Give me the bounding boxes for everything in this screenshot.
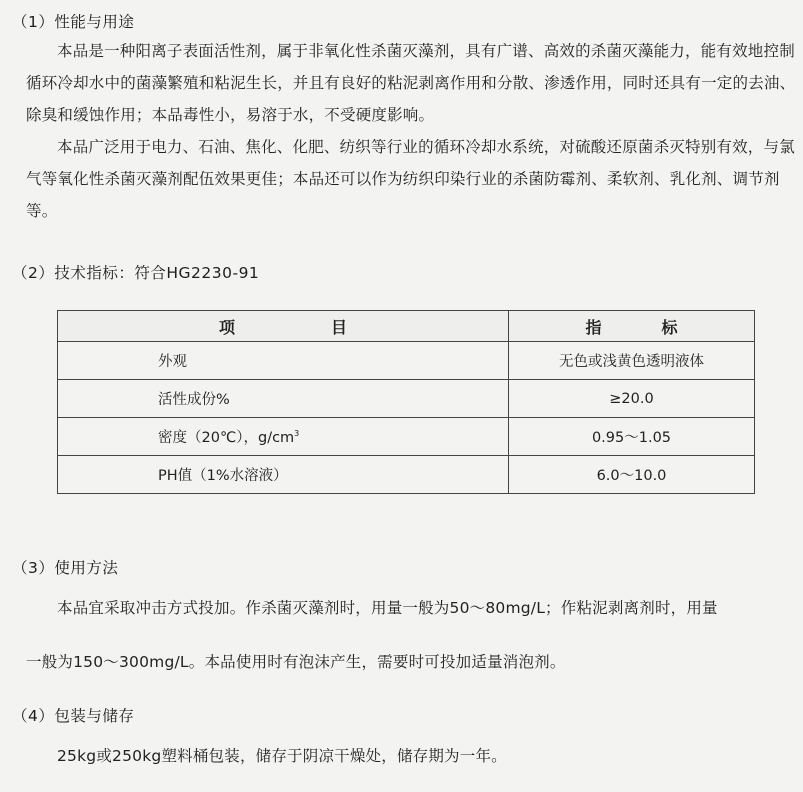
table-cell-value: 无色或浅黄色透明液体	[509, 342, 755, 380]
table-row	[58, 342, 755, 380]
density-label: 密度（20℃），g/cm	[158, 430, 295, 446]
section-3-heading: （3）使用方法	[12, 559, 119, 577]
table-row	[58, 456, 755, 494]
table-header-value: 指标	[509, 311, 755, 342]
table-cell-item: PH值（1%水溶液）	[58, 456, 509, 494]
table-row	[58, 380, 755, 418]
section-1-body	[26, 35, 798, 227]
density-unit-exponent: 3	[294, 429, 300, 439]
table-cell-value: ≥20.0	[509, 380, 755, 418]
spec-table	[57, 310, 755, 494]
table-cell-value: 6.0～10.0	[509, 456, 755, 494]
table-cell-item: 活性成份%	[58, 380, 509, 418]
section-4-text: 25kg或250kg塑料桶包装，储存于阴凉干燥处，储存期为一年。	[57, 747, 507, 765]
table-header-row	[58, 311, 755, 342]
table-cell-item	[58, 418, 509, 456]
section-1-paragraph-1: 本品是一种阳离子表面活性剂，属于非氧化性杀菌灭藻剂，具有广谱、高效的杀菌灭藻能力，能有效地控制循环冷却水中的菌藻繁殖和粘泥生长，并且有良好的粘泥剥离作用和分散、渗透作用，同时还具有一定的去油、除臭和缓蚀作用；本品毒性小，易溶于水，不受硬度影响。	[26, 42, 796, 124]
section-3-line-2: 一般为150～300mg/L。本品使用时有泡沫产生，需要时可投加适量消泡剂。	[26, 653, 566, 671]
section-2-heading: （2）技术指标：符合HG2230-91	[12, 264, 260, 282]
table-row	[58, 418, 755, 456]
section-4-heading: （4）包装与储存	[12, 707, 135, 725]
section-1-heading: （1）性能与用途	[12, 13, 135, 31]
table-header-item: 项目	[58, 311, 509, 342]
section-3-line-1: 本品宜采取冲击方式投加。作杀菌灭藻剂时，用量一般为50～80mg/L；作粘泥剥离剂时，用量	[57, 599, 718, 617]
table-cell-item: 外观	[58, 342, 509, 380]
table-cell-value: 0.95～1.05	[509, 418, 755, 456]
section-1-paragraph-2: 本品广泛用于电力、石油、焦化、化肥、纺织等行业的循环冷却水系统，对硫酸还原菌杀灭特别有效，与氯气等氧化性杀菌灭藻剂配伍效果更佳；本品还可以作为纺织印染行业的杀菌防霉剂、柔软剂、乳化剂、调节剂等。	[26, 138, 795, 220]
